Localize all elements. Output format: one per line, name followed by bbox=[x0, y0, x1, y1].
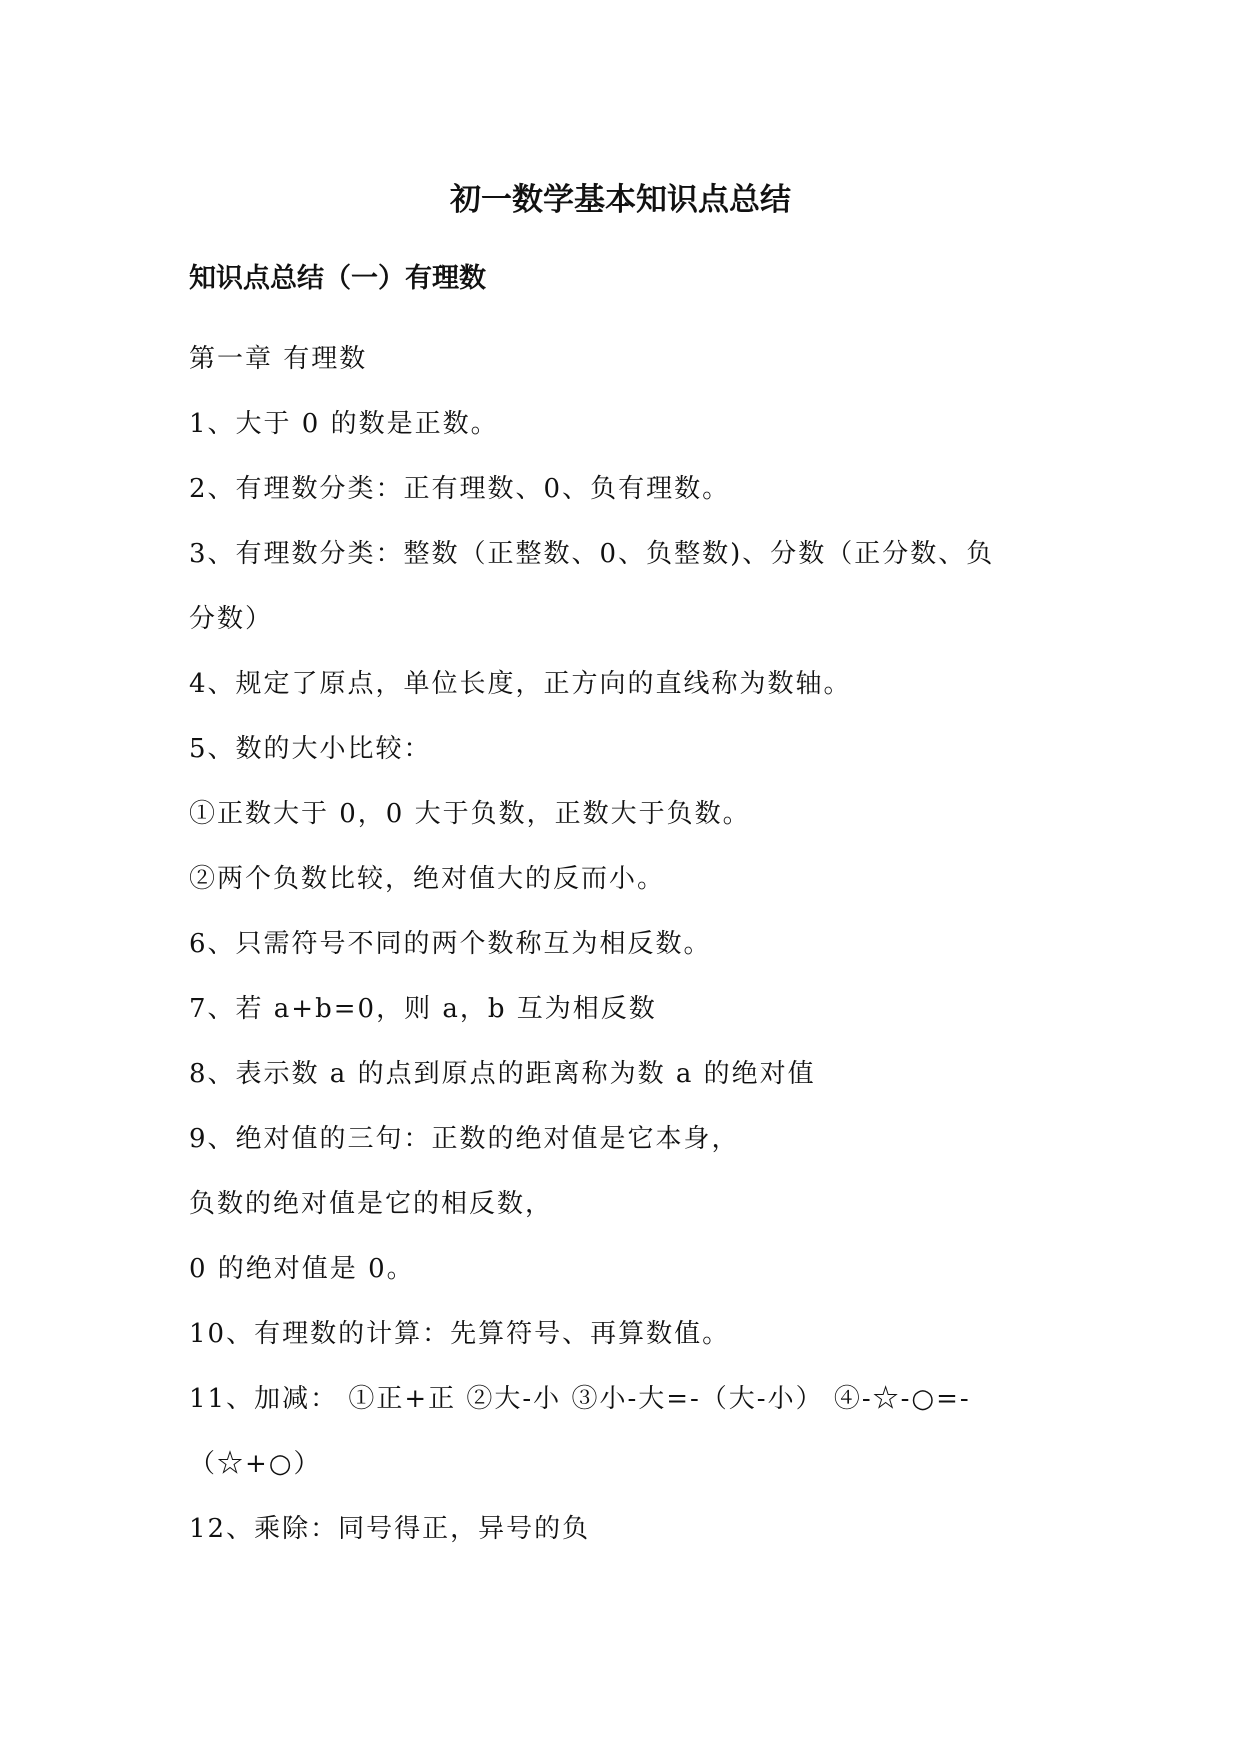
point-3: 3、有理数分类：整数（正整数、0、负整数)、分数（正分数、负 bbox=[189, 539, 995, 569]
point-5-sub-1: ①正数大于 0，0 大于负数，正数大于负数。 bbox=[189, 799, 751, 829]
point-5-sub-2: ②两个负数比较，绝对值大的反而小。 bbox=[189, 864, 666, 894]
point-5: 5、数的大小比较： bbox=[189, 734, 432, 764]
point-3-continued: 分数） bbox=[189, 604, 274, 634]
point-2: 2、有理数分类：正有理数、0、负有理数。 bbox=[189, 474, 731, 504]
point-11: 11、加减： ①正+正 ②大-小 ③小-大=-（大-小） ④-☆-○=- bbox=[189, 1384, 971, 1414]
chapter-heading: 第一章 有理数 bbox=[189, 344, 368, 374]
point-9-line-3: 0 的绝对值是 0。 bbox=[189, 1254, 415, 1284]
point-6: 6、只需符号不同的两个数称互为相反数。 bbox=[189, 929, 712, 959]
section-heading: 知识点总结（一）有理数 bbox=[189, 263, 486, 294]
point-9: 9、绝对值的三句：正数的绝对值是它本身， bbox=[189, 1124, 740, 1154]
point-8: 8、表示数 a 的点到原点的距离称为数 a 的绝对值 bbox=[189, 1059, 816, 1089]
point-12: 12、乘除：同号得正，异号的负 bbox=[189, 1514, 591, 1544]
point-9-line-2: 负数的绝对值是它的相反数， bbox=[189, 1189, 554, 1219]
point-10: 10、有理数的计算：先算符号、再算数值。 bbox=[189, 1319, 731, 1349]
document-title: 初一数学基本知识点总结 bbox=[450, 182, 791, 218]
point-11-continued: （☆+○） bbox=[189, 1449, 322, 1479]
point-7: 7、若 a+b=0，则 a，b 互为相反数 bbox=[189, 994, 657, 1024]
point-1: 1、大于 0 的数是正数。 bbox=[189, 409, 499, 439]
point-4: 4、规定了原点，单位长度，正方向的直线称为数轴。 bbox=[189, 669, 852, 699]
